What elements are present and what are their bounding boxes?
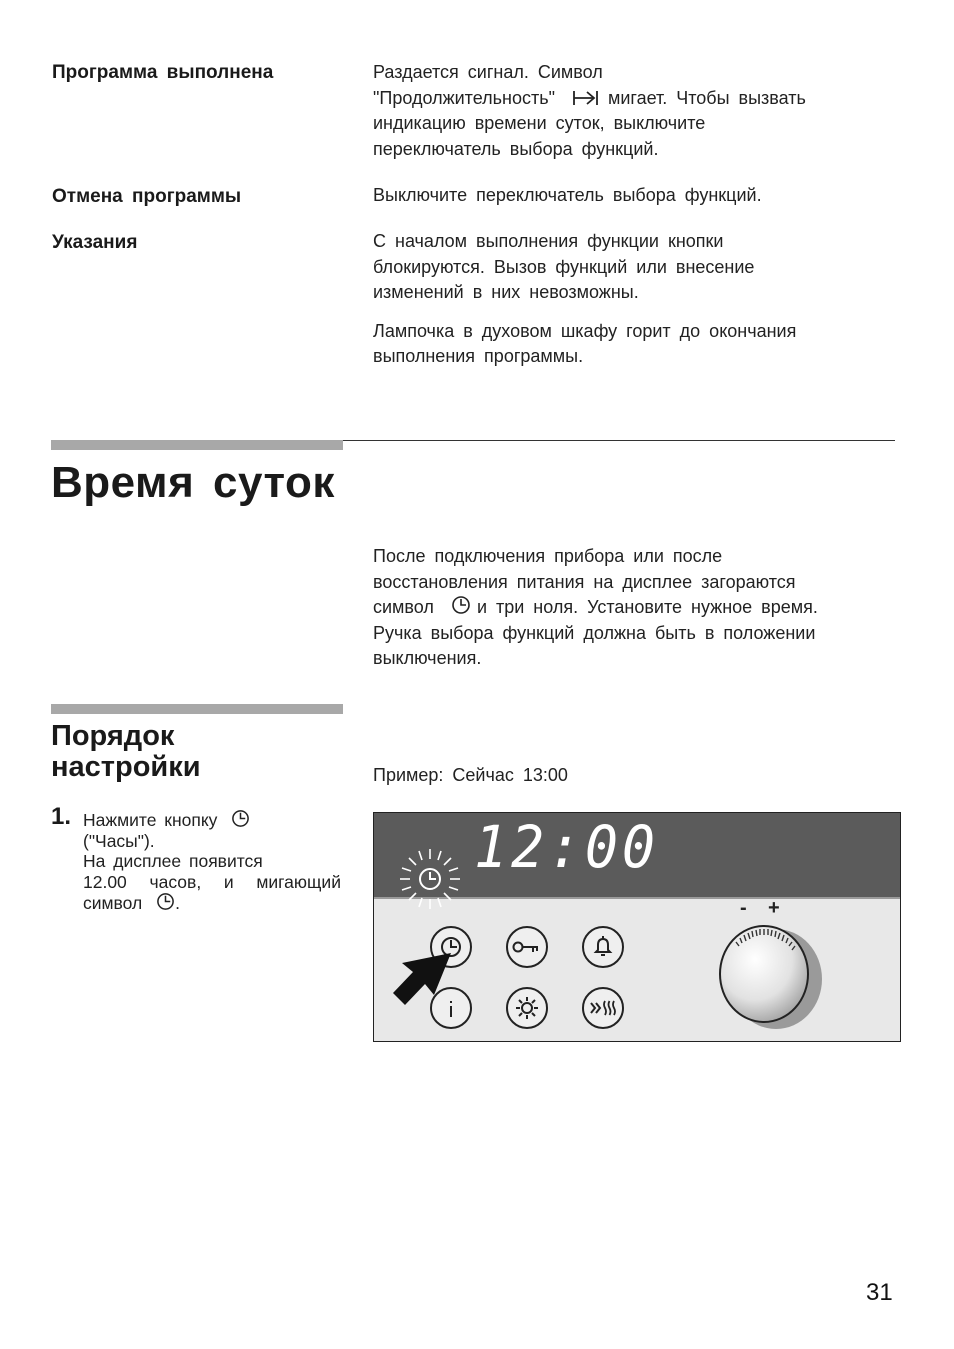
subheading [51, 721, 201, 783]
line [83, 809, 341, 831]
intro-text [373, 544, 895, 672]
display-time: 12:00 [474, 813, 659, 881]
line [373, 595, 895, 621]
line: ("Часы"). [83, 830, 155, 851]
line [83, 892, 341, 914]
blinking-clock-icon [398, 847, 462, 911]
key-icon [508, 928, 546, 966]
line: индикацию времени суток, выключите [373, 113, 706, 133]
line: Раздается сигнал. Символ [373, 62, 603, 82]
subheading-line: настройки [51, 751, 201, 783]
subheading-line: Порядок [51, 720, 175, 752]
line: переключатель выбора функций. [373, 138, 659, 159]
clock-icon [156, 892, 175, 911]
line: 12.00 часов, и мигающий [83, 871, 341, 892]
text: символ [373, 597, 434, 617]
rapid-heat-button[interactable] [582, 987, 624, 1029]
heading-rule [343, 440, 895, 441]
bell-icon [584, 928, 622, 966]
light-icon [508, 989, 546, 1027]
clock-icon [451, 595, 471, 615]
text: и три ноля. Установите нужное время. [476, 597, 818, 617]
text-notes [373, 229, 893, 370]
subheading-bar [51, 704, 343, 714]
line: выключения. [373, 648, 482, 668]
text: мигает. Чтобы вызвать [607, 87, 806, 108]
label-cancel-program: Отмена программы [52, 186, 242, 207]
rapid-heat-icon [584, 989, 622, 1027]
childlock-button[interactable] [506, 926, 548, 968]
line: С началом выполнения функции кнопки [373, 231, 724, 251]
line: изменений в них невозможны. [373, 282, 639, 302]
timer-button[interactable] [582, 926, 624, 968]
line: Ручка выбора функций должна быть в положении [373, 622, 816, 643]
line: выполнения программы. [373, 346, 584, 366]
line: Лампочка в духовом шкафу горит до окончания [373, 320, 797, 341]
line: Выключите переключатель выбора функций. [373, 185, 762, 205]
light-button[interactable] [506, 987, 548, 1029]
heading-bar [51, 440, 343, 450]
knob-minus-label: - [740, 897, 747, 919]
control-panel [373, 812, 901, 1042]
label-notes: Указания [52, 232, 138, 253]
example-text: Пример: Сейчас 13:00 [373, 765, 568, 785]
line [373, 86, 893, 112]
page-title: Время суток [51, 458, 335, 507]
page-number: 31 [866, 1279, 893, 1306]
step-number: 1. [51, 803, 72, 830]
line: блокируются. Вызов функций или внесение [373, 256, 755, 277]
step-text [83, 809, 341, 914]
text: символ [83, 893, 143, 913]
line: После подключения прибора или после [373, 546, 723, 566]
knob-plus-label: + [768, 897, 780, 919]
line: На дисплее появится [83, 851, 263, 871]
line: восстановления питания на дисплее загораются [373, 571, 796, 592]
rotary-knob[interactable] [710, 917, 830, 1037]
clock-icon [231, 809, 250, 828]
text: Нажмите кнопку [83, 810, 218, 830]
text-cancel-program [373, 183, 893, 209]
text: "Продолжительность" [373, 87, 555, 108]
label-program-done: Программа выполнена [52, 62, 274, 83]
text-program-done [373, 60, 893, 162]
duration-icon [572, 90, 600, 106]
text: . [175, 893, 180, 913]
pointer-arrow-icon [388, 949, 458, 1013]
